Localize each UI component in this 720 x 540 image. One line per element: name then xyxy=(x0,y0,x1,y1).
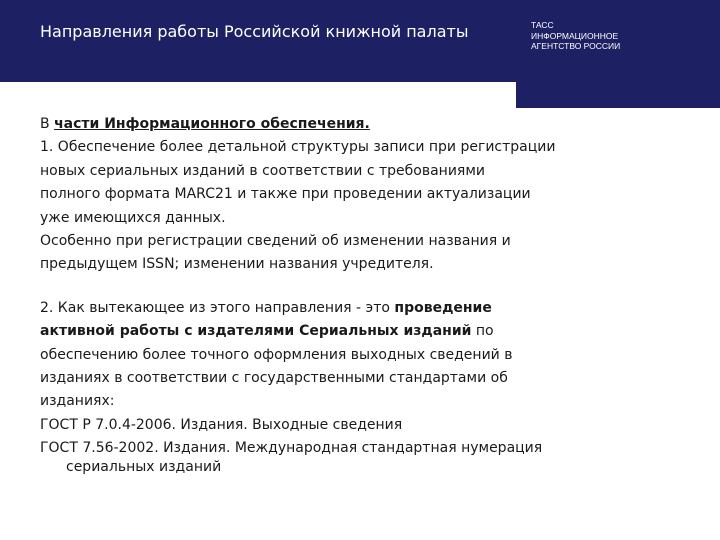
point1-line: полного формата MARC21 и также при проведении актуализации xyxy=(40,186,531,203)
heading-title: части Информационного обеспечения. xyxy=(54,116,370,132)
logo-line: АГЕНТСТВО РОССИИ xyxy=(531,41,621,51)
point2-text: 2. Как вытекающее из этого направления - это xyxy=(40,299,395,316)
agency-logo xyxy=(531,20,620,52)
paragraph-gap xyxy=(40,277,700,297)
point2-line xyxy=(40,297,700,320)
note-line: предыдущем ISSN; изменении названия учредителя. xyxy=(40,256,434,273)
standard-line: ГОСТ Р 7.0.4-2006. Издания. Выходные сведения xyxy=(40,416,403,433)
point2-line xyxy=(40,320,700,343)
standard-line: ГОСТ 7.56-2002. Издания. Международная стандартная нумерация xyxy=(40,440,543,457)
point1-line: 1. Обеспечение более детальной структуры записи при регистрации xyxy=(40,139,556,156)
point2-line: изданиях в соответствии с государственными стандартами об xyxy=(40,370,508,387)
heading-lead: В xyxy=(40,116,50,132)
page-title: Направления работы Российской книжной палаты xyxy=(40,22,469,41)
section-heading xyxy=(40,113,700,136)
point1-line: новых сериальных изданий в соответствии с требованиями xyxy=(40,162,485,179)
slide-content xyxy=(40,113,700,479)
point2-bold: активной работы с издателями Сериальных изданий xyxy=(40,323,472,340)
logo-line: ИНФОРМАЦИОННОЕ xyxy=(531,30,619,41)
point2-bold: проведение xyxy=(394,299,492,316)
point2-text: по xyxy=(471,323,494,340)
point2-line: обеспечению более точного оформления выходных сведений в xyxy=(40,346,513,363)
note-line: Особенно при регистрации сведений об изменении названия и xyxy=(40,233,511,250)
standard-continuation: сериальных изданий xyxy=(66,458,222,475)
logo-line: ТАСС xyxy=(531,20,554,30)
point1-line: уже имеющихся данных. xyxy=(40,209,226,226)
point2-line: изданиях: xyxy=(40,393,115,410)
header-tab xyxy=(516,82,720,108)
